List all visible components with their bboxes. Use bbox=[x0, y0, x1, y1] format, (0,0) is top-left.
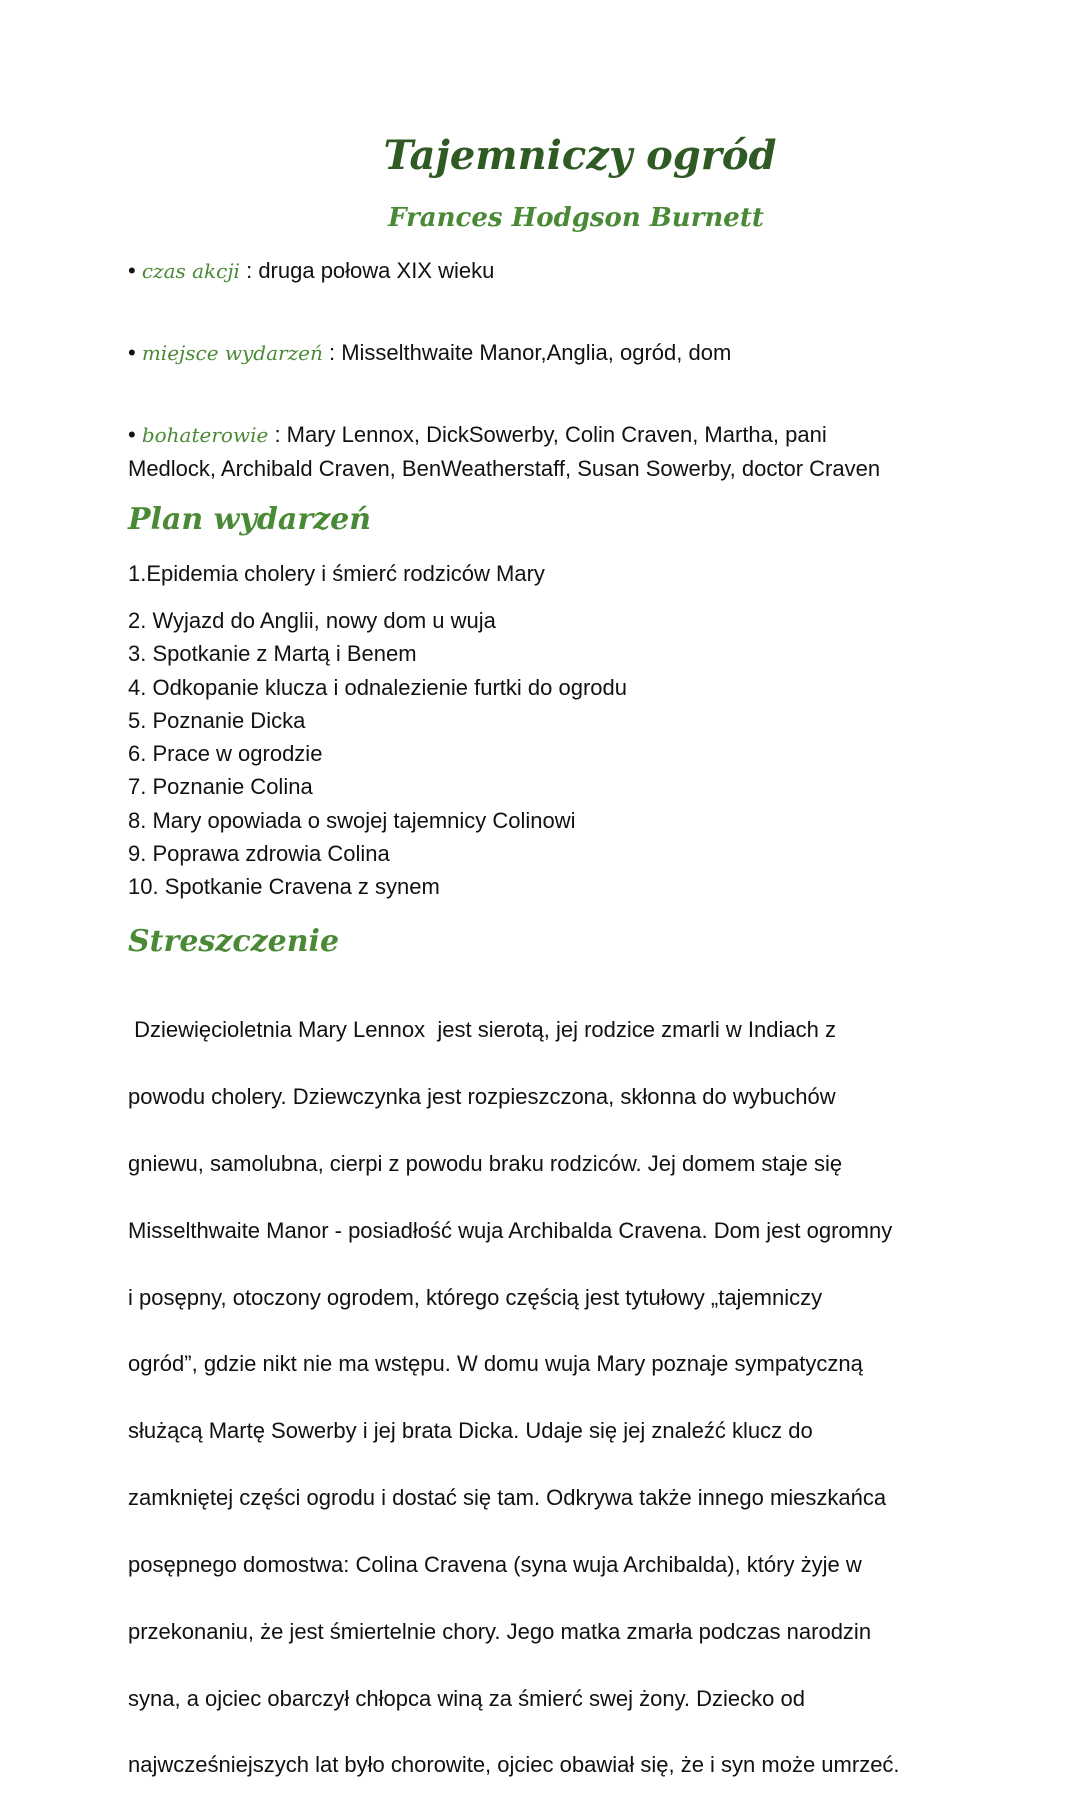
plan-item: 4. Odkopanie klucza i odnalezienie furtki do ogrodu bbox=[128, 674, 627, 700]
plan-item: 1.Epidemia cholery i śmierć rodziców Mary bbox=[128, 561, 545, 586]
plan-item: 7. Poznanie Colina bbox=[128, 774, 313, 800]
plan-item: 9. Poprawa zdrowia Colina bbox=[128, 841, 390, 867]
meta-label-place: miejsce wydarzeń bbox=[141, 341, 323, 365]
meta-label-time: czas akcji bbox=[141, 259, 240, 283]
document-title: Tajemniczy ogród bbox=[383, 132, 777, 179]
summary-line: posępnego domostwa: Colina Cravena (syna wuja Archibalda), który żyje w bbox=[128, 1551, 862, 1577]
summary-line: zamkniętej części ogrodu i dostać się tam. Odkrywa także innego mieszkańca bbox=[128, 1485, 887, 1511]
plan-item: 3. Spotkanie z Martą i Benem bbox=[128, 641, 417, 667]
summary-line: syna, a ojciec obarczył chłopca winą za śmierć swej żony. Dziecko od bbox=[128, 1685, 805, 1711]
summary-line: Misselthwaite Manor - posiadłość wuja Archibalda Cravena. Dom jest ogromny bbox=[128, 1217, 893, 1243]
summary-line: Dziewięcioletnia Mary Lennox jest sierotą, jej rodzice zmarli w Indiach z bbox=[128, 1017, 836, 1043]
meta-characters bbox=[128, 418, 948, 485]
summary-line: ogród”, gdzie nikt nie ma wstępu. W domu wuja Mary poznaje sympatyczną bbox=[128, 1351, 863, 1377]
meta-value-place: Misselthwaite Manor,Anglia, ogród, dom bbox=[341, 340, 732, 365]
summary-line: gniewu, samolubna, cierpi z powodu braku rodziców. Jej domem staje się bbox=[128, 1151, 843, 1177]
plan-item: 5. Poznanie Dicka bbox=[128, 707, 306, 733]
plan-item: 8. Mary opowiada o swojej tajemnicy Colinowi bbox=[128, 807, 576, 833]
meta-time-of-action bbox=[128, 254, 948, 288]
plan-heading: Plan wydarzeń bbox=[128, 502, 372, 537]
summary-heading: Streszczenie bbox=[128, 924, 340, 959]
summary-line: i posępny, otoczony ogrodem, którego częścią jest tytułowy „tajemniczy bbox=[128, 1284, 823, 1310]
plan-list-first bbox=[128, 557, 545, 590]
meta-label-characters: bohaterowie bbox=[141, 423, 269, 447]
summary-line: służącą Martę Sowerby i jej brata Dicka. Udaje się jej znaleźć klucz do bbox=[128, 1418, 813, 1444]
meta-place bbox=[128, 336, 948, 370]
summary-text bbox=[128, 980, 958, 1815]
meta-value-time: druga połowa XIX wieku bbox=[258, 258, 495, 283]
plan-item: 6. Prace w ogrodzie bbox=[128, 741, 323, 767]
bullet: • bbox=[128, 258, 136, 283]
plan-item: 10. Spotkanie Cravena z synem bbox=[128, 874, 440, 900]
summary-line: powodu cholery. Dziewczynka jest rozpieszczona, skłonna do wybuchów bbox=[128, 1084, 836, 1110]
meta-separator: : bbox=[328, 340, 342, 365]
document-author: Frances Hodgson Burnett bbox=[388, 203, 764, 233]
bullet: • bbox=[128, 422, 136, 447]
meta-separator: : bbox=[246, 258, 259, 283]
meta-value-characters-line2: Medlock, Archibald Craven, BenWeatherstaff, Susan Sowerby, doctor Craven bbox=[128, 456, 881, 481]
bullet: • bbox=[128, 340, 136, 365]
plan-item: 2. Wyjazd do Anglii, nowy dom u wuja bbox=[128, 608, 496, 633]
meta-separator: : bbox=[274, 422, 287, 447]
meta-value-characters-line1: Mary Lennox, DickSowerby, Colin Craven, Martha, pani bbox=[286, 422, 827, 447]
plan-list bbox=[128, 604, 627, 904]
summary-line: przekonaniu, że jest śmiertelnie chory. Jego matka zmarła podczas narodzin bbox=[128, 1618, 872, 1644]
summary-line: najwcześniejszych lat było chorowite, ojciec obawiał się, że i syn może umrzeć. bbox=[128, 1752, 900, 1778]
